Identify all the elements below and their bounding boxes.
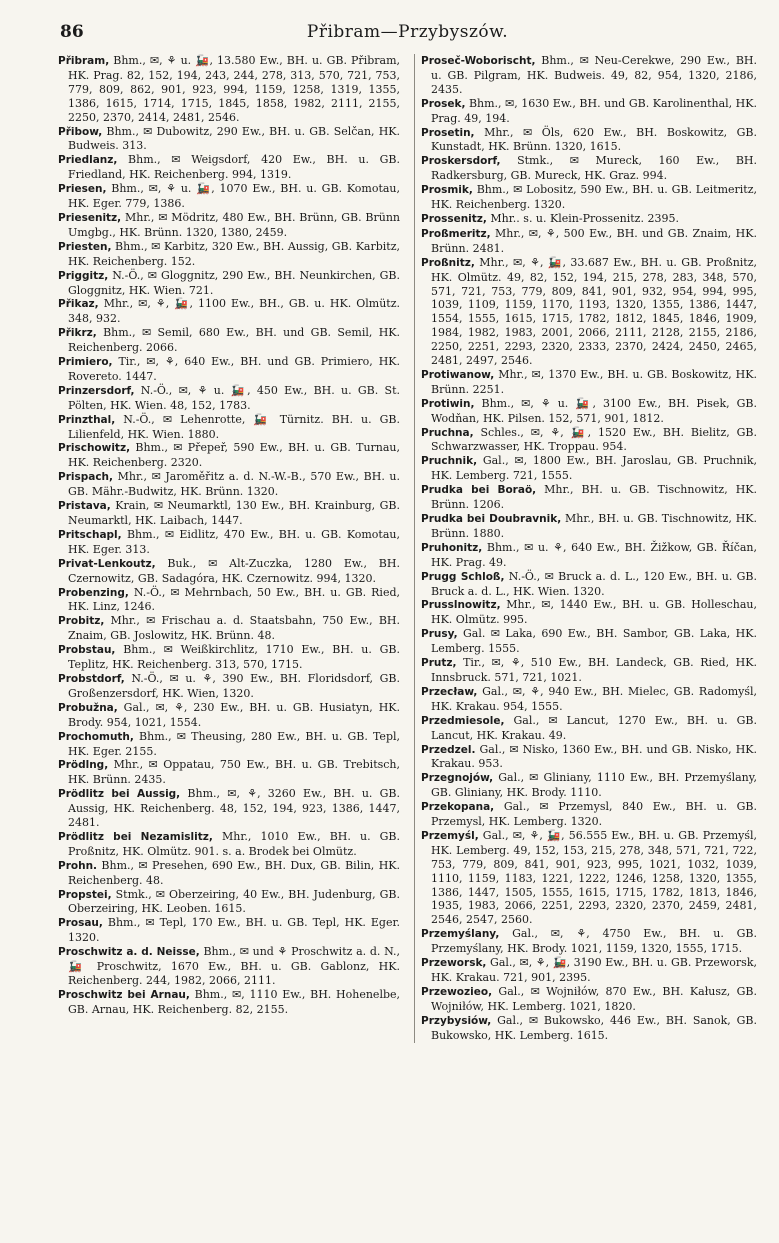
entry-details: Mhr., ✉ Mödritz, 480 Ew., BH. Brünn, GB. Brünn Umgbg., HK. Brünn. 1320, 1380, 2459.: [68, 210, 400, 239]
entry-details: Bhm., ✉ Přepeř, 590 Ew., BH. u. GB. Turnau, HK. Reichenberg. 2320.: [68, 441, 401, 470]
entry-details: Gal., ✉ Gliniany, 1110 Ew., BH. Przemyślany, GB. Gliniany, HK. Brody. 1110.: [431, 771, 757, 800]
gazetteer-entry: [421, 829, 757, 927]
entry-headword: Proßnitz,: [421, 256, 475, 269]
entry-headword: Priesenitz,: [58, 211, 122, 224]
entry-headword: Prossenitz,: [421, 212, 487, 225]
gazetteer-entry: [421, 126, 757, 155]
left-column: [58, 54, 400, 1043]
entry-details: Schles., ✉, ⚘, 🚂, 1520 Ew., BH. Bielitz, GB. Schwarzwasser, HK. Troppau. 954.: [431, 425, 757, 454]
entry-details: Bhm., ✉ Lobositz, 590 Ew., BH. u. GB. Leitmeritz, HK. Reichenberg. 1320.: [431, 183, 757, 212]
entry-details: Tir., ✉, ⚘, 510 Ew., BH. Landeck, GB. Ried, HK. Innsbruck. 571, 721, 1021.: [431, 656, 757, 684]
entry-details: Bhm., ✉, 1630 Ew., BH. und GB. Karolinenthal, HK. Prag. 49, 194.: [431, 96, 757, 125]
gazetteer-entry: [421, 512, 757, 541]
entry-headword: Propstei,: [58, 888, 112, 901]
entry-details: Bhm., ✉ Eidlitz, 470 Ew., BH. u. GB. Komotau, HK. Eger. 313.: [68, 527, 400, 556]
entry-headword: Prosetin,: [421, 126, 475, 139]
gazetteer-entry: [58, 182, 400, 211]
gazetteer-entry: [421, 483, 757, 512]
entry-details: Bhm., ✉ Dubowitz, 290 Ew., BH. u. GB. Selčan, HK. Budweis. 313.: [68, 124, 400, 153]
entry-details: Mhr., ✉, ⚘, 🚂, 33.687 Ew., BH. u. GB. Proßnitz, HK. Olmütz. 49, 82, 152, 194, 215, 278, 283, 348, 570, 571, 721, 753, 779, 809, 841, 901, 932, 954, 994, 995, 1039, 1109, 1159, 1170, 1193, 1320, 1355, 1386, 1447, 1554, 1555, 1615, 1715, 1782, 1812, 1845, 1846, 1909, 1984, 1982, 1983, 2001, 2066, 2111, 2128, 2155, 2186, 2250, 2251, 2293, 2320, 2333, 2370, 2424, 2450, 2465, 2481, 2497, 2546.: [431, 255, 758, 368]
entry-headword: Proseč-Woborischt,: [421, 55, 536, 67]
entry-details: Mhr., ✉, 1370 Ew., BH. u. GB. Boskowitz, HK. Brünn. 2251.: [431, 367, 757, 396]
entry-headword: Přikaz,: [58, 298, 99, 311]
entry-headword: Proschwitz a. d. Neisse,: [58, 946, 200, 959]
gazetteer-entry: [58, 470, 400, 499]
gazetteer-entry: [421, 183, 757, 212]
entry-headword: Prochomuth,: [58, 730, 134, 743]
entry-headword: Prudka bei Doubravnik,: [421, 513, 562, 525]
entry-columns: [58, 54, 757, 1043]
entry-details: Gal., ✉, ⚘, 940 Ew., BH. Mielec, GB. Radomyśl, HK. Krakau. 954, 1555.: [431, 684, 757, 713]
gazetteer-entry: [58, 888, 400, 917]
gazetteer-entry: [421, 541, 757, 570]
entry-headword: Prosau,: [58, 917, 103, 930]
gazetteer-entry: [421, 598, 757, 627]
gazetteer-entry: [421, 227, 757, 256]
gazetteer-entry: [58, 441, 400, 470]
entry-details: N.-Ö., ✉ Mehrnbach, 50 Ew., BH. u. GB. Ried, HK. Linz, 1246.: [68, 585, 400, 614]
entry-details: N.-Ö., ✉ Lehenrotte, 🚂 Türnitz. BH. u. GB. Lilienfeld, HK. Wien. 1880.: [68, 412, 400, 441]
entry-details: Bhm., ✉ Weißkirchlitz, 1710 Ew., BH. u. GB. Teplitz, HK. Reichenberg. 313, 570, 1715.: [68, 643, 400, 672]
gazetteer-entry: [421, 714, 757, 743]
entry-headword: Prusy,: [421, 628, 458, 641]
gazetteer-entry: [58, 326, 400, 355]
entry-headword: Prinzthal,: [58, 413, 116, 426]
entry-details: Tir., ✉, ⚘, 640 Ew., BH. und GB. Primiero, HK. Rovereto. 1447.: [68, 355, 401, 383]
entry-details: Mhr.. s. u. Klein-Prossenitz. 2395.: [490, 211, 679, 225]
entry-details: Bhm., ✉ Presehen, 690 Ew., BH. Dux, GB. Bilin, HK. Reichenberg. 48.: [68, 858, 400, 887]
entry-headword: Przegnojów,: [421, 772, 494, 785]
entry-details: Bhm., ✉, ⚘ u. 🚂, 13.580 Ew., BH. u. GB. Přibram, HK. Prag. 82, 152, 194, 243, 244, 278, 313, 570, 721, 753, 779, 809, 862, 901, 923, 994, 1159, 1258, 1319, 1355, 1386, 1615, 1714, 1715, 1845, 1858, 1982, 2111, 2155, 2250, 2370, 2414, 2481, 2546.: [68, 54, 400, 124]
entry-details: Bhm., ✉ Neu-Cerekwe, 290 Ew., BH. u. GB. Pilgram, HK. Budweis. 49, 82, 954, 1320, 2186, 2435.: [431, 54, 758, 96]
entry-headword: Přibram,: [58, 55, 110, 67]
entry-headword: Přibow,: [58, 125, 103, 138]
entry-headword: Pruchnik,: [421, 455, 478, 468]
entry-details: Gal., ✉, ⚘, 230 Ew., BH. u. GB. Husiatyn, HK. Brody. 954, 1021, 1554.: [68, 700, 400, 729]
gazetteer-entry: [58, 528, 400, 557]
gazetteer-entry: [421, 956, 757, 985]
entry-headword: Prödlitz bei Aussig,: [58, 788, 181, 801]
entry-details: Stmk., ✉ Oberzeiring, 40 Ew., BH. Judenburg, GB. Oberzeiring, HK. Leoben. 1615.: [68, 887, 400, 916]
page-number: 86: [60, 22, 84, 42]
gazetteer-entry: [58, 945, 400, 988]
page-header: [58, 18, 757, 48]
gazetteer-entry: [58, 240, 400, 269]
entry-headword: Prutz,: [421, 657, 457, 670]
gazetteer-entry: [58, 916, 400, 945]
gazetteer-entry: [58, 54, 400, 125]
entry-headword: Prugg Schloß,: [421, 570, 505, 583]
entry-details: Bhm., ✉, ⚘ u. 🚂, 3100 Ew., BH. Pisek, GB. Wodňan, HK. Pilsen. 152, 571, 901, 1812.: [431, 396, 757, 425]
entry-details: Bhm., ✉, 1110 Ew., BH. Hohenelbe, GB. Arnau, HK. Reichenberg. 82, 2155.: [68, 987, 401, 1016]
gazetteer-entry: [58, 499, 400, 528]
gazetteer-entry: [58, 701, 400, 730]
entry-details: Buk., ✉ Alt-Zuczka, 1280 Ew., BH. Czernowitz, GB. Sadagóra, HK. Czernowitz. 994, 1320.: [68, 556, 400, 585]
entry-details: Krain, ✉ Neumarktl, 130 Ew., BH. Krainburg, GB. Neumarktl, HK. Laibach, 1447.: [68, 499, 400, 527]
gazetteer-entry: [58, 614, 400, 643]
entry-details: Mhr., ✉, ⚘, 🚂, 1100 Ew., BH., GB. u. HK. Olmütz. 348, 932.: [68, 297, 400, 326]
entry-headword: Prosek,: [421, 97, 466, 110]
entry-details: Mhr., ✉ Öls, 620 Ew., BH. Boskowitz, GB. Kunstadt, HK. Brünn. 1320, 1615.: [431, 125, 757, 154]
entry-headword: Prosmik,: [421, 184, 473, 197]
entry-details: Bhm., ✉ Karbitz, 320 Ew., BH. Aussig, GB. Karbitz, HK. Reichenberg. 152.: [68, 239, 401, 268]
gazetteer-entry: [58, 413, 400, 442]
entry-details: Gal., ✉, ⚘, 🚂, 56.555 Ew., BH. u. GB. Przemyśl, HK. Lemberg. 49, 152, 153, 215, 278, 348, 571, 721, 722, 753, 779, 809, 841, 901, 923, 995, 1021, 1032, 1039, 1110, 1159, 1183, 1221, 1222, 1246, 1258, 1320, 1355, 1386, 1447, 1505, 1555, 1615, 1715, 1782, 1813, 1846, 1935, 1983, 2066, 2251, 2293, 2320, 2370, 2459, 2481, 2546, 2547, 2560.: [431, 828, 757, 927]
entry-headword: Privat-Lenkoutz,: [58, 557, 156, 570]
entry-headword: Priedlanz,: [58, 154, 118, 167]
entry-details: Mhr., ✉ Oppatau, 750 Ew., BH. u. GB. Trebitsch, HK. Brünn. 2435.: [68, 758, 400, 787]
gazetteer-entry: [421, 154, 757, 183]
entry-details: Mhr., ✉ Jaroměřitz a. d. N.-W.-B., 570 Ew., BH. u. GB. Mähr.-Budwitz, HK. Brünn. 1320.: [68, 470, 400, 499]
entry-headword: Przecław,: [421, 685, 478, 698]
entry-headword: Przewozieo,: [421, 985, 493, 998]
gazetteer-entry: [421, 771, 757, 800]
gazetteer-entry: [421, 97, 757, 126]
gazetteer-entry: [58, 643, 400, 672]
gazetteer-entry: [58, 269, 400, 298]
entry-headword: Probenzing,: [58, 586, 129, 599]
entry-headword: Prusslnowitz,: [421, 599, 501, 612]
entry-details: Gal., ✉, ⚘, 🚂, 3190 Ew., BH. u. GB. Przeworsk, HK. Krakau. 721, 901, 2395.: [431, 956, 757, 984]
entry-headword: Probstdorf,: [58, 672, 125, 685]
entry-headword: Probstau,: [58, 644, 116, 657]
entry-details: Gal. ✉ Laka, 690 Ew., BH. Sambor, GB. Laka, HK. Lemberg. 1555.: [431, 627, 757, 656]
entry-details: Gal., ✉ Wojniłów, 870 Ew., BH. Kałusz, GB. Wojniłów, HK. Lemberg. 1021, 1820.: [431, 984, 757, 1013]
entry-headword: Pristava,: [58, 500, 111, 513]
entry-details: Gal., ✉, 1800 Ew., BH. Jaroslau, GB. Pruchnik, HK. Lemberg. 721, 1555.: [431, 454, 757, 483]
entry-headword: Pruhonitz,: [421, 541, 483, 554]
gazetteer-entry: [421, 426, 757, 455]
gazetteer-entry: [421, 212, 757, 227]
gazetteer-entry: [421, 454, 757, 483]
entry-headword: Probitz,: [58, 615, 105, 628]
entry-details: Mhr., BH. u. GB. Tischnowitz, HK. Brünn. 1206.: [431, 483, 758, 512]
entry-headword: Proschwitz bei Arnau,: [58, 988, 190, 1001]
gazetteer-entry: [421, 397, 757, 426]
gazetteer-entry: [421, 368, 757, 397]
entry-details: Bhm., ✉, ⚘ u. 🚂, 1070 Ew., BH. u. GB. Komotau, HK. Eger. 779, 1386.: [68, 182, 400, 211]
entry-headword: Priesen,: [58, 183, 107, 196]
entry-details: Mhr., ✉, ⚘, 500 Ew., BH. und GB. Znaim, HK. Brünn. 2481.: [431, 226, 757, 255]
entry-headword: Przemyśl,: [421, 829, 479, 842]
entry-details: Mhr., ✉ Frischau a. d. Staatsbahn, 750 Ew., BH. Znaim, GB. Joslowitz, HK. Brünn. 48.: [68, 614, 400, 643]
gazetteer-entry: [58, 787, 400, 830]
entry-headword: Probužna,: [58, 701, 118, 714]
entry-headword: Přikrz,: [58, 327, 97, 340]
gazetteer-entry: [58, 355, 400, 384]
gazetteer-entry: [58, 557, 400, 586]
gazetteer-entry: [58, 384, 400, 413]
entry-details: Bhm., ✉ Theusing, 280 Ew., BH. u. GB. Tepl, HK. Eger. 2155.: [68, 729, 400, 758]
gazetteer-entry: [421, 1014, 757, 1043]
entry-details: Gal., ✉ Lancut, 1270 Ew., BH. u. GB. Lancut, HK. Krakau. 49.: [431, 713, 757, 742]
entry-headword: Primiero,: [58, 356, 113, 369]
gazetteer-entry: [58, 297, 400, 326]
gazetteer-entry: [58, 153, 400, 182]
gazetteer-entry: [421, 256, 757, 368]
entry-headword: Prudka bei Boraö,: [421, 484, 537, 497]
gazetteer-entry: [421, 54, 757, 97]
gazetteer-entry: [58, 211, 400, 240]
entry-headword: Prinzersdorf,: [58, 384, 135, 397]
entry-details: Stmk., ✉ Mureck, 160 Ew., BH. Radkersburg, GB. Mureck, HK. Graz. 994.: [431, 154, 757, 183]
entry-headword: Pruchna,: [421, 426, 474, 439]
entry-details: Bhm., ✉ u. ⚘, 640 Ew., BH. Žižkow, GB. Říčan, HK. Prag. 49.: [431, 540, 757, 569]
entry-headword: Proskersdorf,: [421, 155, 501, 168]
gazetteer-entry: [58, 672, 400, 701]
entry-details: Gal., ✉ Bukowsko, 446 Ew., BH. Sanok, GB. Bukowsko, HK. Lemberg. 1615.: [431, 1013, 757, 1042]
right-column: [414, 54, 757, 1043]
gazetteer-entry: [421, 685, 757, 714]
gazetteer-entry: [421, 800, 757, 829]
entry-details: Mhr., BH. u. GB. Tischnowitz, HK. Brünn. 1880.: [431, 512, 758, 540]
running-head: Přibram—Przybyszów.: [306, 22, 509, 42]
entry-details: Mhr., 1010 Ew., BH. u. GB. Proßnitz, HK. Olmütz. 901. s. a. Brodek bei Olmütz.: [68, 829, 401, 858]
gazetteer-entry: [58, 586, 400, 615]
entry-headword: Przemyślany,: [421, 928, 500, 941]
gazetteer-entry: [58, 730, 400, 759]
entry-details: Gal., ✉ Przemysl, 840 Ew., BH. u. GB. Przemysl, HK. Lemberg. 1320.: [431, 800, 757, 829]
gazetteer-entry: [58, 125, 400, 154]
entry-details: Gal., ✉, ⚘, 4750 Ew., BH. u. GB. Przemyślany, HK. Brody. 1021, 1159, 1320, 1555, 1715.: [431, 927, 757, 956]
entry-details: Bhm., ✉ Weigsdorf, 420 Ew., BH. u. GB. Friedland, HK. Reichenberg. 994, 1319.: [68, 153, 400, 182]
entry-headword: Prödlng,: [58, 759, 109, 772]
entry-details: N.-Ö., ✉, ⚘ u. 🚂, 450 Ew., BH. u. GB. St. Pölten, HK. Wien. 48, 152, 1783.: [68, 383, 400, 412]
entry-details: N.-Ö., ✉ u. ⚘, 390 Ew., BH. Floridsdorf, GB. Großenzersdorf, HK. Wien, 1320.: [68, 671, 400, 700]
entry-details: Bhm., ✉ Tepl, 170 Ew., BH. u. GB. Tepl, HK. Eger. 1320.: [68, 916, 401, 945]
entry-details: N.-Ö., ✉ Gloggnitz, 290 Ew., BH. Neunkirchen, GB. Gloggnitz, HK. Wien. 721.: [68, 268, 400, 297]
entry-headword: Priesten,: [58, 240, 112, 253]
gazetteer-entry: [58, 758, 400, 787]
entry-details: Gal., ✉ Nisko, 1360 Ew., BH. und GB. Nisko, HK. Krakau. 953.: [431, 742, 757, 771]
gazetteer-entry: [58, 859, 400, 888]
gazetteer-entry: [421, 743, 757, 772]
gazetteer-entry: [421, 927, 757, 956]
entry-headword: Prohn.: [58, 859, 98, 872]
entry-headword: Prispach,: [58, 471, 114, 484]
entry-headword: Przeworsk,: [421, 957, 487, 970]
entry-headword: Prödlitz bei Nezamislitz,: [58, 830, 213, 843]
entry-details: Mhr., ✉, 1440 Ew., BH. u. GB. Holleschau, HK. Olmütz. 995.: [431, 598, 758, 627]
entry-headword: Pritschapl,: [58, 528, 122, 541]
entry-headword: Proßmeritz,: [421, 227, 491, 240]
gazetteer-entry: [421, 985, 757, 1014]
gazetteer-entry: [421, 656, 757, 685]
entry-headword: Przekopana,: [421, 801, 495, 814]
entry-details: Bhm., ✉ Semil, 680 Ew., BH. und GB. Semil, HK. Reichenberg. 2066.: [68, 326, 400, 355]
entry-headword: Protiwin,: [421, 397, 475, 410]
entry-headword: Priggitz,: [58, 269, 109, 282]
entry-headword: Przedzel.: [421, 743, 476, 756]
entry-headword: Przybysiów,: [421, 1014, 492, 1027]
gazetteer-entry: [421, 627, 757, 656]
entry-details: Bhm., ✉, ⚘, 3260 Ew., BH. u. GB. Aussig, HK. Reichenberg. 48, 152, 194, 923, 1386, 1447, 2481.: [68, 787, 401, 830]
entry-details: Bhm., ✉ und ⚘ Proschwitz a. d. N., 🚂 Proschwitz, 1670 Ew., BH. u. GB. Gablonz, HK. Reichenberg. 244, 1982, 2066, 2111.: [68, 945, 401, 987]
entry-headword: Przedmiesole,: [421, 714, 505, 727]
gazetteer-entry: [58, 988, 400, 1017]
gazetteer-entry: [421, 570, 757, 599]
entry-headword: Protiwanow,: [421, 368, 495, 381]
gazetteer-entry: [58, 830, 400, 859]
entry-headword: Prischowitz,: [58, 442, 131, 455]
entry-details: N.-Ö., ✉ Bruck a. d. L., 120 Ew., BH. u. GB. Bruck a. d. L., HK. Wien. 1320.: [431, 569, 757, 598]
